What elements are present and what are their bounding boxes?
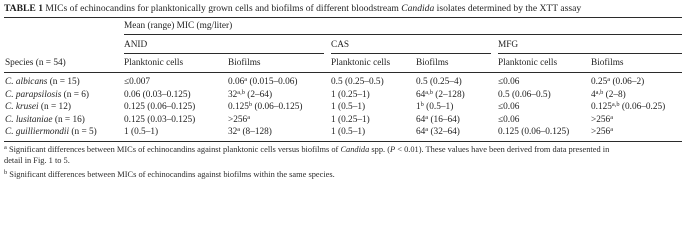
mic-value: 0.06	[228, 77, 245, 87]
mic-cell-cas-biofilms	[416, 89, 465, 101]
significance-mark: a,b	[595, 88, 604, 96]
footnote-a-mid: spp. (	[369, 145, 391, 154]
caption-text-post: isolates determined by the XTT assay	[434, 3, 582, 14]
significance-mark: b	[420, 101, 424, 108]
mic-cell-cas-biofilms	[416, 76, 462, 88]
group-underline	[124, 34, 682, 35]
species-name: C. albicans	[5, 77, 48, 87]
mic-value: 0.125 (0.06–0.125)	[498, 127, 570, 137]
header-mfg-biofilms: Biofilms	[591, 58, 624, 68]
mic-range: (32–64)	[428, 127, 460, 137]
mic-value: 0.125 (0.06–0.125)	[124, 102, 196, 112]
mic-value: 32	[228, 127, 238, 137]
mic-range: (0.015–0.06)	[247, 77, 298, 87]
mic-value: 1 (0.25–1)	[331, 114, 370, 125]
species-cell	[5, 76, 80, 88]
mic-range: (2–64)	[244, 89, 273, 100]
significance-mark: a	[425, 126, 429, 133]
mic-value: 64	[416, 114, 426, 125]
species-count: (n = 12)	[40, 102, 71, 112]
significance-mark: a,b	[611, 101, 620, 108]
mic-cell-anid-planktonic	[124, 89, 191, 101]
footnote-b	[4, 170, 335, 181]
mic-value: ≤0.06	[498, 77, 520, 87]
caption-text-pre: MICs of echinocandins for planktonically grown cells and biofilms of different bloodstream	[45, 3, 402, 14]
mic-range: (2–8)	[603, 89, 626, 100]
mic-value: ≤0.007	[124, 77, 151, 87]
significance-mark: a	[244, 76, 248, 83]
footnote-a-pvar: P	[390, 145, 396, 154]
caption-genus: Candida	[401, 3, 435, 14]
mic-value: 1 (0.5–1)	[124, 127, 159, 137]
mic-cell-cas-planktonic	[331, 89, 370, 101]
cas-underline	[331, 53, 491, 54]
mic-cell-cas-planktonic	[331, 101, 365, 113]
mic-value: 0.5 (0.25–0.5)	[331, 77, 384, 87]
mic-cell-anid-biofilms	[228, 76, 297, 88]
footnote-b-text: Significant differences between MICs of echinocandins against biofilms within the same species.	[7, 170, 335, 179]
footnote-a-genus: Candida	[340, 145, 370, 154]
mic-range: (2–128)	[432, 89, 465, 100]
mic-range: (16–64)	[428, 114, 460, 125]
mic-cell-cas-planktonic	[331, 76, 384, 88]
mic-range: (0.06–0.25)	[619, 102, 666, 112]
top-rule	[4, 17, 682, 18]
species-count: (n = 6)	[63, 89, 90, 100]
header-cas-planktonic: Planktonic cells	[331, 58, 391, 68]
mic-cell-anid-biofilms	[228, 126, 272, 138]
header-anid-biofilms: Biofilms	[228, 58, 261, 68]
mic-cell-mfg-planktonic	[498, 126, 569, 138]
mic-value: ≤0.06	[498, 114, 520, 125]
species-name: C. lusitaniae	[5, 114, 53, 125]
mic-cell-cas-biofilms	[416, 114, 460, 126]
mic-value: 0.125	[228, 102, 249, 112]
species-count: (n = 16)	[54, 114, 85, 125]
header-cas-biofilms: Biofilms	[416, 58, 449, 68]
mic-cell-anid-planktonic	[124, 126, 158, 138]
mic-cell-mfg-planktonic	[498, 76, 519, 88]
header-group-label: Mean (range) MIC (mg/liter)	[124, 21, 233, 31]
header-drug-cas: CAS	[331, 40, 350, 50]
mic-cell-mfg-planktonic	[498, 89, 551, 101]
header-bottom-rule	[4, 72, 682, 73]
mic-value: 1	[416, 102, 421, 112]
mic-cell-mfg-biofilms	[591, 114, 613, 126]
mic-range: (8–128)	[240, 127, 272, 137]
header-mfg-planktonic: Planktonic cells	[498, 58, 558, 68]
species-name: C. guilliermondii	[5, 127, 70, 137]
anid-underline	[124, 53, 324, 54]
mic-value: 0.5 (0.25–4)	[416, 77, 462, 87]
mic-value: 4	[591, 89, 596, 100]
mic-value: 0.06 (0.03–0.125)	[124, 89, 191, 100]
mic-cell-mfg-planktonic	[498, 114, 519, 126]
mic-cell-anid-biofilms	[228, 89, 272, 101]
species-name: C. parapsilosis	[5, 89, 62, 100]
mic-range: (0.06–0.125)	[252, 102, 303, 112]
significance-mark: a	[610, 113, 614, 121]
header-species-label: Species (n = 54)	[5, 58, 66, 68]
footnote-a-mark: a	[4, 144, 7, 151]
table-number: TABLE 1	[4, 3, 44, 14]
mic-cell-mfg-planktonic	[498, 101, 519, 113]
mic-value: >256	[591, 127, 611, 137]
footnote-a	[4, 145, 609, 156]
mic-value: 1 (0.25–1)	[331, 89, 370, 100]
mic-cell-cas-biofilms	[416, 126, 460, 138]
significance-mark: a	[610, 126, 614, 133]
mic-cell-cas-planktonic	[331, 126, 365, 138]
mic-cell-anid-planktonic	[124, 114, 195, 126]
header-drug-anid: ANID	[124, 40, 148, 50]
header-anid-planktonic: Planktonic cells	[124, 58, 184, 68]
significance-mark: a,b	[237, 88, 245, 96]
mic-value: 1 (0.5–1)	[331, 127, 366, 137]
mic-cell-anid-biofilms	[228, 101, 302, 113]
mic-value: 64	[416, 89, 426, 100]
mic-value: 32	[228, 89, 238, 100]
species-count: (n = 5)	[71, 127, 97, 137]
mic-cell-mfg-biofilms	[591, 101, 665, 113]
mic-value: ≤0.06	[498, 102, 520, 112]
header-species	[5, 57, 66, 69]
species-cell	[5, 89, 89, 101]
mic-value: >256	[228, 114, 248, 125]
table-caption	[4, 2, 682, 15]
significance-mark: a	[425, 113, 429, 121]
mic-value: 0.5 (0.06–0.5)	[498, 89, 551, 100]
species-cell	[5, 126, 97, 138]
mic-cell-mfg-biofilms	[591, 126, 613, 138]
mic-cell-anid-biofilms	[228, 114, 250, 126]
mic-cell-cas-planktonic	[331, 114, 370, 126]
mic-cell-mfg-biofilms	[591, 76, 644, 88]
mic-value: 0.25	[591, 77, 608, 87]
mic-value: 1 (0.5–1)	[331, 102, 366, 112]
significance-mark: a	[607, 76, 611, 83]
mic-value: 0.125	[591, 102, 612, 112]
header-drug-mfg: MFG	[498, 40, 519, 50]
mic-range: (0.06–2)	[610, 77, 645, 87]
mic-value: 0.125 (0.03–0.125)	[124, 114, 196, 125]
footnote-b-mark: b	[4, 169, 8, 176]
species-cell	[5, 114, 85, 126]
significance-mark: a	[247, 113, 251, 121]
mic-cell-cas-biofilms	[416, 101, 453, 113]
footnote-a-text: Significant differences between MICs of echinocandins against planktonic cells versus biofilms of	[6, 145, 341, 154]
bottom-rule	[4, 141, 682, 142]
footnote-a-post: < 0.01). These values have been derived from data presented in	[395, 145, 610, 154]
mic-value: >256	[591, 114, 611, 125]
mic-value: 64	[416, 127, 426, 137]
mic-cell-anid-planktonic	[124, 76, 150, 88]
significance-mark: a,b	[425, 88, 433, 96]
species-name: C. krusei	[5, 102, 39, 112]
mic-cell-mfg-biofilms	[591, 89, 626, 101]
significance-mark: b	[248, 101, 253, 108]
footnote-a-continued: detail in Fig. 1 to 5.	[4, 156, 70, 165]
species-cell	[5, 101, 71, 113]
species-count: (n = 15)	[49, 77, 80, 87]
mic-cell-anid-planktonic	[124, 101, 195, 113]
mic-range: (0.5–1)	[423, 102, 454, 112]
significance-mark: a	[237, 126, 241, 133]
mfg-underline	[498, 53, 682, 54]
